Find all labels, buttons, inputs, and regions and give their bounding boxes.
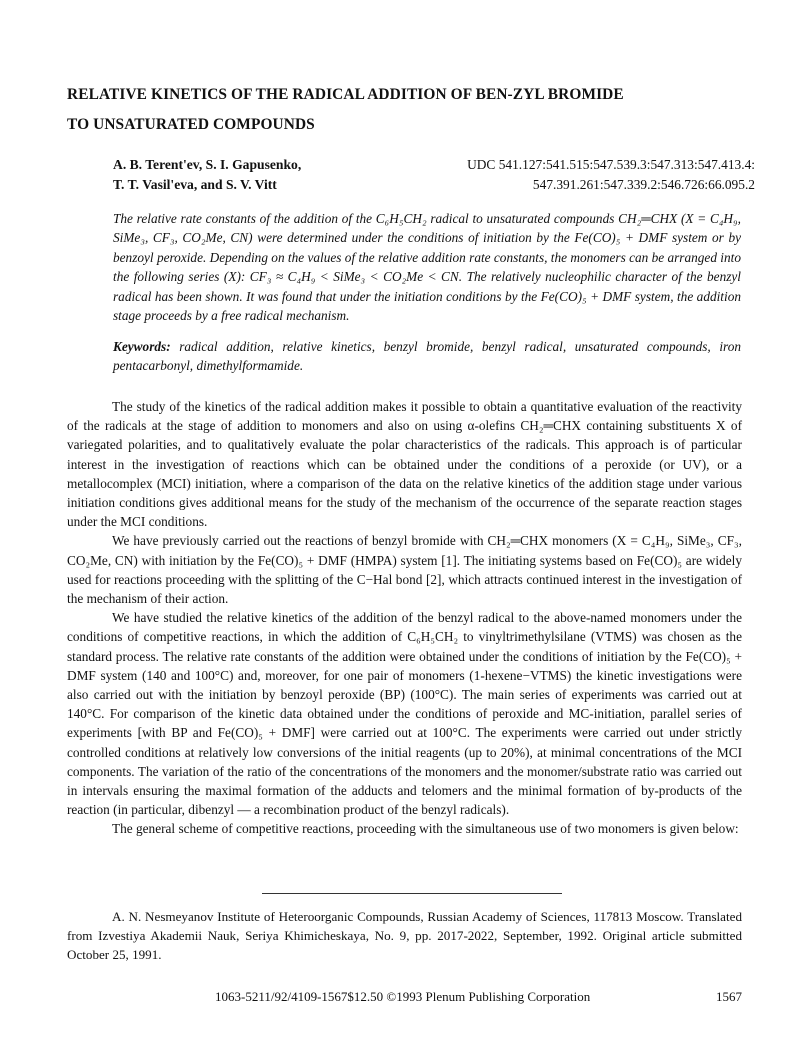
udc-line-1: UDC 541.127:541.515:547.539.3:547.313:547.413.4: [467, 157, 755, 172]
article-body [67, 397, 742, 839]
keywords [113, 337, 741, 376]
udc-line-2: 547.391.261:547.339.2:546.726:66.095.2 [532, 176, 755, 192]
page-number: 1567 [716, 989, 742, 1004]
body-paragraph-2: We have previously carried out the reactions of benzyl bromide with CH₂═CHX monomers (X = C₄H₉, SiMe₃, CF₃, CO₂Me, CN) with initiation by the Fe(CO)₅ + DMF (HMPA) system [1]. The initiating systems based on Fe(CO)₅ are widely used for reactions proceeding with the splitting of the C−Hal bond [2], which attracts continued interest in the investigation of the mechanism of their action. [67, 533, 742, 607]
keywords-label: Keywords: [113, 339, 171, 354]
footnote-divider [262, 893, 562, 894]
author-list [113, 155, 413, 194]
article-title: RELATIVE KINETICS OF THE RADICAL ADDITION OF BEN-ZYL BROMIDE TO UNSATURATED COMPOUNDS [67, 86, 624, 133]
keywords-text: radical addition, relative kinetics, benzyl bromide, benzyl radical, unsaturated compounds, iron pentacarbonyl, dimethylformamide. [113, 339, 741, 374]
authors-line-2: T. T. Vasil'eva, and S. V. Vitt [113, 176, 277, 192]
authors-line-1: A. B. Terent'ev, S. I. Gapusenko, [113, 157, 302, 172]
body-paragraph-4: The general scheme of competitive reactions, proceeding with the simultaneous use of two monomers is given below: [112, 821, 739, 837]
affiliation-footnote: A. N. Nesmeyanov Institute of Heteroorganic Compounds, Russian Academy of Sciences, 117813 Moscow. Translated from Izvestiya Akademii Nauk, Seriya Khimicheskaya, No. 9, pp. 2017-2022, September, 1992. Original article submitted October 25, 1991. [67, 909, 742, 962]
abstract: The relative rate constants of the addition of the C₆H₅CH₂ radical to unsaturated compounds CH₂═CHX (X = C₄H₉, SiMe₃, CF₃, CO₂Me, CN) were determined under the conditions of initiation by the Fe(CO)₅ + DMF system or by benzoyl peroxide. Depending on the values of the relative addition rate constants, the monomers can be arranged into the following series (X): CF₃ ≈ C₄H₉ < SiMe₃ < CO₂Me < CN. The relatively nucleophilic character of the benzyl radical has been shown. It was found that under the initiation conditions by the Fe(CO)₅ + DMF system, the addition stage proceeds by a free radical mechanism. [113, 211, 741, 324]
copyright-line: 1063-5211/92/4109-1567$12.50 ©1993 Plenum Publishing Corporation [215, 989, 591, 1004]
body-paragraph-1: The study of the kinetics of the radical addition makes it possible to obtain a quantitative evaluation of the reactivity of the radicals at the stage of addition to monomers and also on using α-olefins CH₂═CHX containing substituents X of variegated polarities, and to qualitatively evaluate the polar characteristics of the radicals. This approach is of particular interest in the investigation of reactions which can be obtained under the conditions of a peroxide (or UV), or a metallocomplex (MCI) initiation, where a comparison of the data on the relative kinetics of the addition stage under various initiation conditions gives additional means for the study of the mechanism of the occurrence of the separate reaction stages under the MCI conditions. [67, 399, 742, 530]
body-paragraph-3: We have studied the relative kinetics of the addition of the benzyl radical to the above-named monomers under the conditions of competitive reactions, in which the addition of C₆H₅CH₂ to vinyltrimethylsilane (VTMS) was chosen as the standard process. The relative rate constants of the addition were obtained under the conditions of initiation by the Fe(CO)₅ + DMF system (140 and 100°C) and, moreover, for one pair of monomers (1-hexene−VTMS) the kinetic investigations were also carried out with the initiation by benzoyl peroxide (BP) (100°C). The main series of experiments was carried out at 140°C. For comparison of the kinetic data obtained under the conditions of peroxide and MC-initiation, parallel series of experiments [with BP and Fe(CO)₅ + DMF] were carried out at 100°C. The experiments were carried out under strictly controlled conditions at relatively low conversions of the initial reagents (up to 20%), at minimal concentrations of the MCI components. The variation of the ratio of the concentrations of the monomers and the monomer/substrate ratio was carried out in intervals ensuring the maximal formation of the adducts and telomers and the minimal formation of by-products of the reaction (in particular, dibenzyl — a recombination product of the benzyl radicals). [67, 610, 742, 818]
udc-classification [395, 155, 755, 194]
